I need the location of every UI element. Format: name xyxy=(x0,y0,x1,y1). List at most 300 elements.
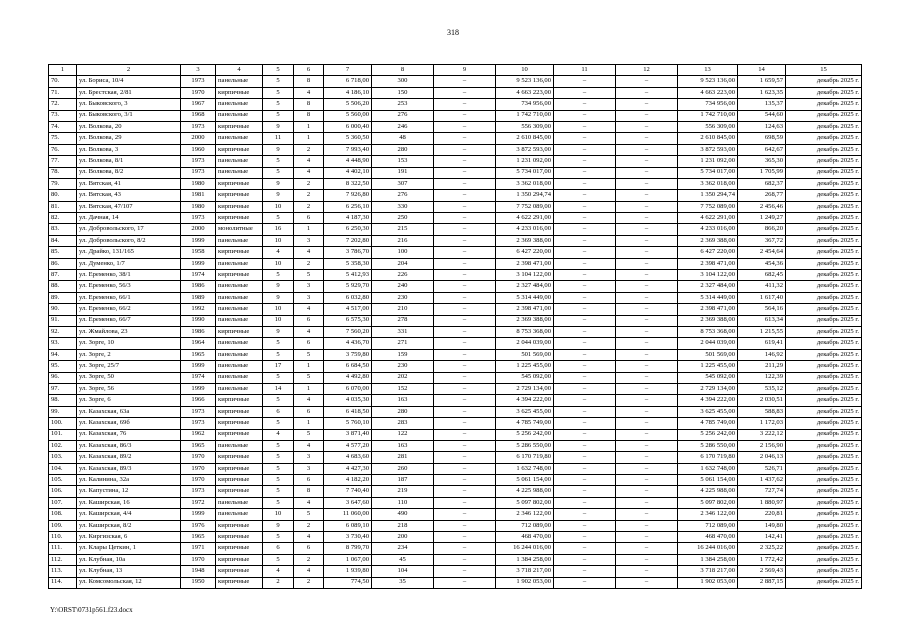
total-cost-cell: 4 394 222,00 xyxy=(678,395,738,406)
table-row xyxy=(49,497,862,508)
per-sqm-cell: 2 887,15 xyxy=(738,577,786,588)
area-cell: 5 360,50 xyxy=(324,133,372,144)
table-row xyxy=(49,429,862,440)
area-cell: 7 560,20 xyxy=(324,326,372,337)
deadline-cell: декабрь 2025 г. xyxy=(786,383,862,394)
table-row xyxy=(49,395,862,406)
floors-cell: 10 xyxy=(263,235,294,246)
year-cell: 1971 xyxy=(181,543,216,554)
table-row xyxy=(49,326,862,337)
entrances-cell: 2 xyxy=(294,201,324,212)
col12-cell: – xyxy=(616,475,678,486)
col9-cell: – xyxy=(434,497,496,508)
entrances-cell: 6 xyxy=(294,213,324,224)
per-sqm-cell: 411,32 xyxy=(738,281,786,292)
row-number-cell: 70. xyxy=(49,76,77,87)
floors-cell: 5 xyxy=(263,349,294,360)
address-cell: ул. Калинина, 32а xyxy=(77,475,181,486)
year-cell: 1950 xyxy=(181,577,216,588)
wall-material-cell: кирпичные xyxy=(216,486,263,497)
total-cost-cell: 5 734 017,00 xyxy=(678,167,738,178)
cost-cell: 2 346 122,00 xyxy=(496,509,554,520)
col9-cell: – xyxy=(434,258,496,269)
cost-cell: 2 729 134,00 xyxy=(496,383,554,394)
address-cell: ул. Жмайлова, 23 xyxy=(77,326,181,337)
table-row xyxy=(49,486,862,497)
residents-cell: 35 xyxy=(372,577,434,588)
area-cell: 6 575,30 xyxy=(324,315,372,326)
area-cell: 4 187,30 xyxy=(324,213,372,224)
wall-material-cell: кирпичные xyxy=(216,144,263,155)
col12-cell: – xyxy=(616,338,678,349)
wall-material-cell: панельные xyxy=(216,304,263,315)
residents-cell: 218 xyxy=(372,520,434,531)
column-header: 2 xyxy=(77,65,181,76)
cost-cell: 5 061 154,00 xyxy=(496,475,554,486)
year-cell: 1968 xyxy=(181,110,216,121)
year-cell: 1973 xyxy=(181,76,216,87)
cost-cell: 8 753 368,00 xyxy=(496,326,554,337)
address-cell: ул. Клубная, 13 xyxy=(77,566,181,577)
residents-cell: 191 xyxy=(372,167,434,178)
wall-material-cell: панельные xyxy=(216,349,263,360)
col11-cell: – xyxy=(554,121,616,132)
wall-material-cell: панельные xyxy=(216,372,263,383)
residents-cell: 253 xyxy=(372,99,434,110)
wall-material-cell: панельные xyxy=(216,440,263,451)
year-cell: 1972 xyxy=(181,497,216,508)
col11-cell: – xyxy=(554,99,616,110)
cost-cell: 556 309,00 xyxy=(496,121,554,132)
floors-cell: 4 xyxy=(263,429,294,440)
deadline-cell: декабрь 2025 г. xyxy=(786,99,862,110)
col12-cell: – xyxy=(616,213,678,224)
col11-cell: – xyxy=(554,566,616,577)
total-cost-cell: 4 622 291,00 xyxy=(678,213,738,224)
row-number-cell: 79. xyxy=(49,178,77,189)
floors-cell: 5 xyxy=(263,452,294,463)
row-number-cell: 73. xyxy=(49,110,77,121)
row-number-cell: 90. xyxy=(49,304,77,315)
floors-cell: 10 xyxy=(263,258,294,269)
col9-cell: – xyxy=(434,532,496,543)
address-cell: ул. Клары Цеткин, 1 xyxy=(77,543,181,554)
column-header: 1 xyxy=(49,65,77,76)
residents-cell: 278 xyxy=(372,315,434,326)
address-cell: ул. Еременко, 66/7 xyxy=(77,315,181,326)
row-number-cell: 71. xyxy=(49,87,77,98)
col9-cell: – xyxy=(434,361,496,372)
per-sqm-cell: 365,30 xyxy=(738,156,786,167)
table-row xyxy=(49,577,862,588)
per-sqm-cell: 2 046,13 xyxy=(738,452,786,463)
total-cost-cell: 501 569,00 xyxy=(678,349,738,360)
per-sqm-cell: 1 705,99 xyxy=(738,167,786,178)
per-sqm-cell: 3 222,12 xyxy=(738,429,786,440)
table-row xyxy=(49,566,862,577)
total-cost-cell: 4 225 988,00 xyxy=(678,486,738,497)
row-number-cell: 75. xyxy=(49,133,77,144)
deadline-cell: декабрь 2025 г. xyxy=(786,76,862,87)
floors-cell: 9 xyxy=(263,144,294,155)
per-sqm-cell: 1 437,62 xyxy=(738,475,786,486)
address-cell: ул. Еременко, 38/1 xyxy=(77,270,181,281)
row-number-cell: 85. xyxy=(49,247,77,258)
entrances-cell: 4 xyxy=(294,247,324,258)
wall-material-cell: панельные xyxy=(216,497,263,508)
cost-cell: 2 044 039,00 xyxy=(496,338,554,349)
col11-cell: – xyxy=(554,167,616,178)
row-number-cell: 74. xyxy=(49,121,77,132)
cost-cell: 2 610 845,00 xyxy=(496,133,554,144)
residents-cell: 283 xyxy=(372,418,434,429)
address-cell: ул. Еременко, 66/2 xyxy=(77,304,181,315)
table-row xyxy=(49,281,862,292)
page-number: 318 xyxy=(447,28,459,37)
row-number-cell: 111. xyxy=(49,543,77,554)
total-cost-cell: 545 092,00 xyxy=(678,372,738,383)
year-cell: 1981 xyxy=(181,190,216,201)
year-cell: 1970 xyxy=(181,463,216,474)
total-cost-cell: 6 427 220,00 xyxy=(678,247,738,258)
table-row xyxy=(49,87,862,98)
entrances-cell: 4 xyxy=(294,326,324,337)
total-cost-cell: 3 104 122,00 xyxy=(678,270,738,281)
col12-cell: – xyxy=(616,76,678,87)
floors-cell: 5 xyxy=(263,486,294,497)
col11-cell: – xyxy=(554,201,616,212)
year-cell: 1980 xyxy=(181,201,216,212)
col9-cell: – xyxy=(434,554,496,565)
area-cell: 8 322,50 xyxy=(324,178,372,189)
deadline-cell: декабрь 2025 г. xyxy=(786,338,862,349)
total-cost-cell: 2 398 471,00 xyxy=(678,258,738,269)
col11-cell: – xyxy=(554,87,616,98)
residents-cell: 234 xyxy=(372,543,434,554)
year-cell: 1973 xyxy=(181,156,216,167)
floors-cell: 9 xyxy=(263,292,294,303)
wall-material-cell: кирпичные xyxy=(216,87,263,98)
per-sqm-cell: 2 325,22 xyxy=(738,543,786,554)
residents-cell: 276 xyxy=(372,110,434,121)
per-sqm-cell: 2 156,90 xyxy=(738,440,786,451)
deadline-cell: декабрь 2025 г. xyxy=(786,566,862,577)
year-cell: 1989 xyxy=(181,292,216,303)
year-cell: 1976 xyxy=(181,520,216,531)
table-row xyxy=(49,349,862,360)
col11-cell: – xyxy=(554,281,616,292)
col12-cell: – xyxy=(616,270,678,281)
table-row xyxy=(49,338,862,349)
col11-cell: – xyxy=(554,532,616,543)
col11-cell: – xyxy=(554,315,616,326)
floors-cell: 6 xyxy=(263,543,294,554)
cost-cell: 5 256 242,00 xyxy=(496,429,554,440)
deadline-cell: декабрь 2025 г. xyxy=(786,440,862,451)
address-cell: ул. Казахская, 86/3 xyxy=(77,440,181,451)
table-row xyxy=(49,440,862,451)
floors-cell: 10 xyxy=(263,304,294,315)
col9-cell: – xyxy=(434,566,496,577)
entrances-cell: 4 xyxy=(294,532,324,543)
per-sqm-cell: 619,41 xyxy=(738,338,786,349)
deadline-cell: декабрь 2025 г. xyxy=(786,475,862,486)
floors-cell: 6 xyxy=(263,406,294,417)
cost-cell: 9 523 136,00 xyxy=(496,76,554,87)
cost-cell: 16 244 016,00 xyxy=(496,543,554,554)
year-cell: 1965 xyxy=(181,532,216,543)
floors-cell: 5 xyxy=(263,554,294,565)
floors-cell: 5 xyxy=(263,76,294,87)
col12-cell: – xyxy=(616,178,678,189)
row-number-cell: 81. xyxy=(49,201,77,212)
col12-cell: – xyxy=(616,99,678,110)
col11-cell: – xyxy=(554,429,616,440)
entrances-cell: 8 xyxy=(294,76,324,87)
cost-cell: 734 956,00 xyxy=(496,99,554,110)
per-sqm-cell: 1 617,40 xyxy=(738,292,786,303)
per-sqm-cell: 2 454,64 xyxy=(738,247,786,258)
address-cell: ул. Клубная, 10а xyxy=(77,554,181,565)
cost-cell: 4 394 222,00 xyxy=(496,395,554,406)
entrances-cell: 8 xyxy=(294,486,324,497)
floors-cell: 5 xyxy=(263,156,294,167)
residents-cell: 150 xyxy=(372,87,434,98)
deadline-cell: декабрь 2025 г. xyxy=(786,361,862,372)
per-sqm-cell: 682,45 xyxy=(738,270,786,281)
deadline-cell: декабрь 2025 г. xyxy=(786,543,862,554)
deadline-cell: декабрь 2025 г. xyxy=(786,497,862,508)
column-header: 12 xyxy=(616,65,678,76)
residents-cell: 104 xyxy=(372,566,434,577)
col11-cell: – xyxy=(554,395,616,406)
year-cell: 1966 xyxy=(181,395,216,406)
deadline-cell: декабрь 2025 г. xyxy=(786,201,862,212)
total-cost-cell: 2 398 471,00 xyxy=(678,304,738,315)
area-cell: 6 032,80 xyxy=(324,292,372,303)
per-sqm-cell: 268,77 xyxy=(738,190,786,201)
col11-cell: – xyxy=(554,338,616,349)
entrances-cell: 3 xyxy=(294,281,324,292)
entrances-cell: 4 xyxy=(294,167,324,178)
year-cell: 1980 xyxy=(181,178,216,189)
wall-material-cell: кирпичные xyxy=(216,326,263,337)
area-cell: 4 683,60 xyxy=(324,452,372,463)
col9-cell: – xyxy=(434,201,496,212)
residents-cell: 110 xyxy=(372,497,434,508)
floors-cell: 5 xyxy=(263,167,294,178)
address-cell: ул. Волкова, 3 xyxy=(77,144,181,155)
address-cell: ул. Каширская, 8/2 xyxy=(77,520,181,531)
per-sqm-cell: 1 772,42 xyxy=(738,554,786,565)
year-cell: 1958 xyxy=(181,247,216,258)
deadline-cell: декабрь 2025 г. xyxy=(786,235,862,246)
address-cell: ул. Бориса, 10/4 xyxy=(77,76,181,87)
row-number-cell: 83. xyxy=(49,224,77,235)
cost-cell: 5 286 550,00 xyxy=(496,440,554,451)
deadline-cell: декабрь 2025 г. xyxy=(786,395,862,406)
address-cell: ул. Волкова, 8/2 xyxy=(77,167,181,178)
year-cell: 1974 xyxy=(181,270,216,281)
wall-material-cell: панельные xyxy=(216,99,263,110)
col12-cell: – xyxy=(616,281,678,292)
wall-material-cell: кирпичные xyxy=(216,270,263,281)
residents-cell: 271 xyxy=(372,338,434,349)
col11-cell: – xyxy=(554,304,616,315)
col9-cell: – xyxy=(434,395,496,406)
address-cell: ул. Казахская, 89/2 xyxy=(77,452,181,463)
cost-cell: 2 398 471,00 xyxy=(496,304,554,315)
address-cell: ул. Капустина, 12 xyxy=(77,486,181,497)
total-cost-cell: 5 061 154,00 xyxy=(678,475,738,486)
area-cell: 5 929,70 xyxy=(324,281,372,292)
col9-cell: – xyxy=(434,144,496,155)
year-cell: 1973 xyxy=(181,406,216,417)
per-sqm-cell: 642,67 xyxy=(738,144,786,155)
wall-material-cell: панельные xyxy=(216,76,263,87)
total-cost-cell: 556 309,00 xyxy=(678,121,738,132)
deadline-cell: декабрь 2025 г. xyxy=(786,577,862,588)
address-cell: ул. Зорге, 25/7 xyxy=(77,361,181,372)
file-path-footer: Y:\ORST\0731p561.f23.docx xyxy=(50,606,133,614)
per-sqm-cell: 367,72 xyxy=(738,235,786,246)
col9-cell: – xyxy=(434,463,496,474)
total-cost-cell: 2 369 388,00 xyxy=(678,235,738,246)
entrances-cell: 6 xyxy=(294,338,324,349)
area-cell: 6 418,50 xyxy=(324,406,372,417)
deadline-cell: декабрь 2025 г. xyxy=(786,406,862,417)
row-number-cell: 72. xyxy=(49,99,77,110)
entrances-cell: 6 xyxy=(294,315,324,326)
cost-cell: 712 089,00 xyxy=(496,520,554,531)
residents-cell: 219 xyxy=(372,486,434,497)
col12-cell: – xyxy=(616,577,678,588)
total-cost-cell: 7 752 089,00 xyxy=(678,201,738,212)
total-cost-cell: 1 902 053,00 xyxy=(678,577,738,588)
col9-cell: – xyxy=(434,76,496,87)
wall-material-cell: кирпичные xyxy=(216,247,263,258)
per-sqm-cell: 682,37 xyxy=(738,178,786,189)
deadline-cell: декабрь 2025 г. xyxy=(786,167,862,178)
entrances-cell: 4 xyxy=(294,566,324,577)
col11-cell: – xyxy=(554,144,616,155)
col11-cell: – xyxy=(554,76,616,87)
row-number-cell: 107. xyxy=(49,497,77,508)
address-cell: ул. Волкова, 29 xyxy=(77,133,181,144)
per-sqm-cell: 1 623,35 xyxy=(738,87,786,98)
wall-material-cell: кирпичные xyxy=(216,418,263,429)
address-cell: ул. Зорге, 50 xyxy=(77,372,181,383)
wall-material-cell: кирпичные xyxy=(216,543,263,554)
row-number-cell: 108. xyxy=(49,509,77,520)
col11-cell: – xyxy=(554,349,616,360)
col9-cell: – xyxy=(434,87,496,98)
deadline-cell: декабрь 2025 г. xyxy=(786,349,862,360)
residents-cell: 307 xyxy=(372,178,434,189)
deadline-cell: декабрь 2025 г. xyxy=(786,121,862,132)
wall-material-cell: кирпичные xyxy=(216,520,263,531)
column-header: 9 xyxy=(434,65,496,76)
cost-cell: 4 663 223,00 xyxy=(496,87,554,98)
table-row xyxy=(49,270,862,281)
per-sqm-cell: 142,41 xyxy=(738,532,786,543)
entrances-cell: 6 xyxy=(294,406,324,417)
area-cell: 5 412,93 xyxy=(324,270,372,281)
col11-cell: – xyxy=(554,361,616,372)
deadline-cell: декабрь 2025 г. xyxy=(786,292,862,303)
row-number-cell: 82. xyxy=(49,213,77,224)
area-cell: 4 448,90 xyxy=(324,156,372,167)
wall-material-cell: панельные xyxy=(216,258,263,269)
cost-cell: 468 470,00 xyxy=(496,532,554,543)
total-cost-cell: 2 369 388,00 xyxy=(678,315,738,326)
column-header: 4 xyxy=(216,65,263,76)
col11-cell: – xyxy=(554,497,616,508)
table-row xyxy=(49,292,862,303)
floors-cell: 5 xyxy=(263,440,294,451)
total-cost-cell: 1 225 455,00 xyxy=(678,361,738,372)
col11-cell: – xyxy=(554,520,616,531)
col12-cell: – xyxy=(616,167,678,178)
entrances-cell: 8 xyxy=(294,110,324,121)
residents-cell: 100 xyxy=(372,247,434,258)
col12-cell: – xyxy=(616,304,678,315)
address-cell: ул. Казахская, 63а xyxy=(77,406,181,417)
col11-cell: – xyxy=(554,383,616,394)
residents-cell: 280 xyxy=(372,144,434,155)
wall-material-cell: панельные xyxy=(216,361,263,372)
year-cell: 1970 xyxy=(181,452,216,463)
table-row xyxy=(49,509,862,520)
year-cell: 1948 xyxy=(181,566,216,577)
row-number-cell: 102. xyxy=(49,440,77,451)
col12-cell: – xyxy=(616,87,678,98)
wall-material-cell: кирпичные xyxy=(216,121,263,132)
year-cell: 1973 xyxy=(181,486,216,497)
residents-cell: 246 xyxy=(372,121,434,132)
area-cell: 3 730,40 xyxy=(324,532,372,543)
col12-cell: – xyxy=(616,258,678,269)
entrances-cell: 2 xyxy=(294,577,324,588)
table-row xyxy=(49,213,862,224)
deadline-cell: декабрь 2025 г. xyxy=(786,247,862,258)
row-number-cell: 103. xyxy=(49,452,77,463)
col11-cell: – xyxy=(554,543,616,554)
residents-cell: 216 xyxy=(372,235,434,246)
area-cell: 4 402,10 xyxy=(324,167,372,178)
col12-cell: – xyxy=(616,486,678,497)
col11-cell: – xyxy=(554,463,616,474)
residents-cell: 280 xyxy=(372,406,434,417)
total-cost-cell: 9 523 136,00 xyxy=(678,76,738,87)
floors-cell: 5 xyxy=(263,497,294,508)
col9-cell: – xyxy=(434,224,496,235)
entrances-cell: 1 xyxy=(294,361,324,372)
address-cell: ул. Казахская, 76 xyxy=(77,429,181,440)
total-cost-cell: 3 362 018,00 xyxy=(678,178,738,189)
address-cell: ул. Добровольского, 8/2 xyxy=(77,235,181,246)
per-sqm-cell: 149,80 xyxy=(738,520,786,531)
table-row xyxy=(49,110,862,121)
total-cost-cell: 2 729 134,00 xyxy=(678,383,738,394)
entrances-cell: 4 xyxy=(294,497,324,508)
area-cell: 7 926,80 xyxy=(324,190,372,201)
entrances-cell: 2 xyxy=(294,554,324,565)
area-cell: 3 647,60 xyxy=(324,497,372,508)
total-cost-cell: 3 625 455,00 xyxy=(678,406,738,417)
row-number-cell: 98. xyxy=(49,395,77,406)
col11-cell: – xyxy=(554,486,616,497)
